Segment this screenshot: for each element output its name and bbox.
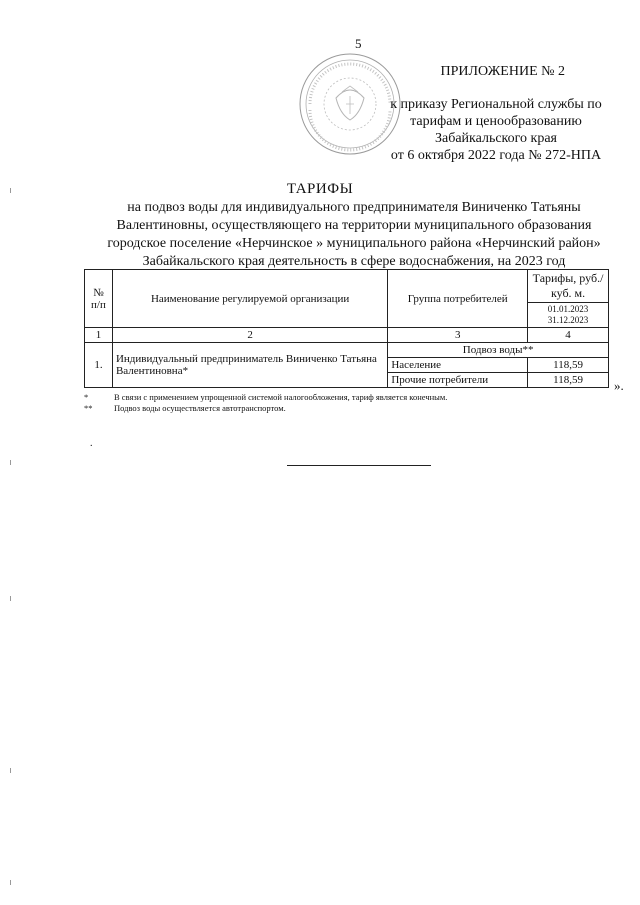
order-line: от 6 октября 2022 года № 272-НПА <box>390 148 602 163</box>
document-subtitle: на подвоз воды для индивидуального предпринимателя Виниченко Татьяны Валентиновны, осуществляющего на территории муниципального образования городское поселение «Нерчинское » муниципального района «Нерчинский район» Забайкальского края деятельность в сфере водоснабжения, на 2023 год <box>107 200 601 269</box>
row-service: Подвоз воды** <box>388 343 609 358</box>
group-value: 118,59 <box>528 373 609 388</box>
order-line: Забайкальского края <box>434 131 557 146</box>
period-from: 01.01.2023 <box>547 304 589 314</box>
tariff-table <box>84 269 609 388</box>
stray-dot: . <box>90 438 93 449</box>
margin-mark <box>10 768 11 773</box>
column-number: 1 <box>85 328 113 343</box>
order-line: тарифам и ценообразованию <box>410 114 582 129</box>
header-org: Наименование регулируемой организации <box>112 270 387 328</box>
header-group: Группа потребителей <box>388 270 528 328</box>
page-number: 5 <box>355 36 362 51</box>
column-number: 4 <box>528 328 609 343</box>
horizontal-rule <box>287 465 431 466</box>
order-line: к приказу Региональной службы по <box>390 97 602 112</box>
table-row <box>85 343 609 358</box>
group-name: Прочие потребители <box>388 373 528 388</box>
column-number-row <box>85 328 609 343</box>
margin-mark <box>10 460 11 465</box>
column-number: 2 <box>112 328 387 343</box>
margin-mark <box>10 188 11 193</box>
row-org: Индивидуальный предприниматель Виниченко Татьяна Валентиновна* <box>112 343 387 388</box>
order-reference <box>380 96 612 164</box>
group-value: 118,59 <box>528 358 609 373</box>
group-name: Население <box>388 358 528 373</box>
footnotes <box>84 392 624 414</box>
footnote-text: Подвоз воды осуществляется автотранспортом. <box>114 403 286 413</box>
header-num: № п/п <box>85 270 113 328</box>
document-title: ТАРИФЫ <box>286 181 354 197</box>
margin-mark <box>10 596 11 601</box>
table-header-row <box>85 270 609 303</box>
footnote-mark: * <box>84 392 89 402</box>
footnote <box>84 392 624 403</box>
footnote <box>84 403 624 414</box>
footnote-text: В связи с применением упрощенной системой налогообложения, тариф является конечным. <box>114 392 448 402</box>
margin-mark <box>10 880 11 885</box>
appendix-title: ПРИЛОЖЕНИЕ № 2 <box>440 64 565 79</box>
column-number: 3 <box>388 328 528 343</box>
row-num: 1. <box>85 343 113 388</box>
closing-quote: ». <box>614 378 624 393</box>
header-tariff: Тарифы, руб./куб. м. <box>528 270 609 303</box>
header-period <box>528 303 609 328</box>
footnote-mark: ** <box>84 403 93 413</box>
period-to: 31.12.2023 <box>547 315 589 325</box>
